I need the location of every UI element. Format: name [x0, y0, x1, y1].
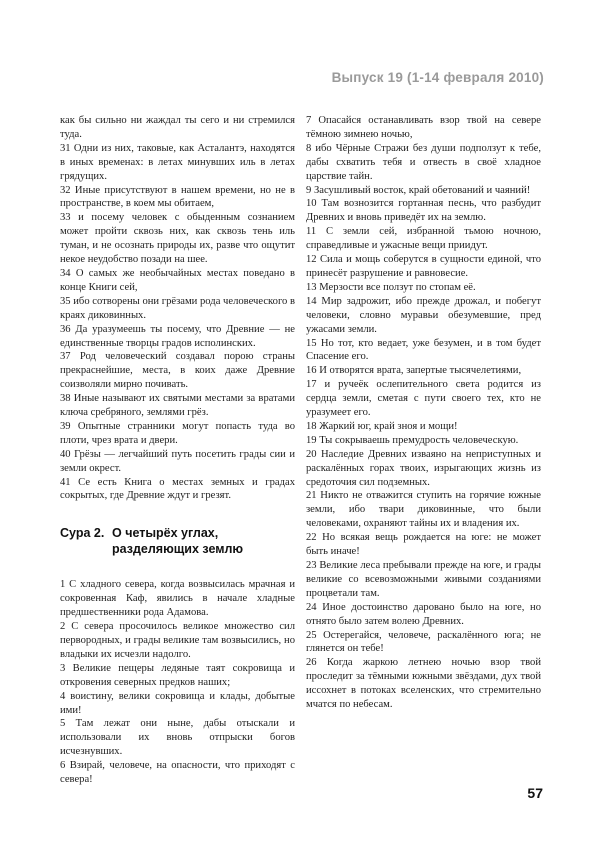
- verse: 37 Род человеческий создавал порою страны прекраснейшие, места, в коих даже Древние соизволяли мирно почивать.: [60, 351, 295, 391]
- verse: 9 Засушливый восток, край обетований и чаяний!: [306, 184, 531, 196]
- verse: 40 Грёзы — легчайший путь посетить грады сии и земли окрест.: [60, 448, 295, 474]
- verse: 4 воистину, велики сокровища и клады, добытые ими!: [60, 690, 295, 716]
- verse: 5 Там лежат они ныне, дабы отыскали и использовали их вновь отпрыски богов исчезнувших.: [60, 718, 295, 758]
- verse: 33 и посему человек с обыденным сознанием может пройти сквозь них, как сквозь тень иль туман, и не осознать природы их, разве что ощутит некое неудобство позади на шее.: [60, 212, 295, 266]
- verse: 34 О самых же необычайных местах поведано в конце Книги сей,: [60, 267, 295, 293]
- verse: 36 Да уразумеешь ты посему, что Древние — не единственные творцы градов исполинских.: [60, 323, 295, 349]
- sura-number: Сура 2.: [60, 526, 105, 541]
- verse: 13 Мерзости все ползут по стопам её.: [306, 281, 476, 293]
- verse: 14 Мир задрожит, ибо прежде дрожал, и побегут человеки, словно муравьи обезумевшие, пред ужасами земли.: [306, 295, 541, 335]
- verse: 26 Когда жаркою летнею ночью взор твой проследит за тёмными южными звёздами, дух твой иссохнет в потоках вселенских, что стремительно мчатся по небесам.: [306, 657, 541, 711]
- verse: 1 С хладного севера, когда возвысилась мрачная и сокровенная Каф, явились в начале хладные предшественники рода Адамова.: [60, 579, 295, 619]
- verse: 38 Иные называют их святыми местами за вратами ключа сребряного, землями грёз.: [60, 393, 295, 419]
- verse: 6 Взирай, человече, на опасности, что приходят с севера!: [60, 760, 295, 786]
- verse: 2 С севера просочилось великое множество сил первородных, и грады великие там возвысились, но владыки их исчезли надолго.: [60, 621, 295, 660]
- verse: 21 Никто не отважится ступить на горячие южные земли, ибо твари диковинные, что были человеками, охраняют тайны их и владения их.: [306, 490, 541, 530]
- verse: 16 И отворятся врата, запертые тысячелетиями,: [306, 365, 522, 377]
- verse: 20 Наследие Древних изваяно на неприступных и раскалённых горах твоих, изрыгающих жизнь из средоточия сил подземных.: [306, 448, 541, 488]
- verse: 32 Иные присутствуют в нашем времени, но не в пространстве, в коем мы обитаем,: [60, 184, 295, 210]
- verse: 18 Жаркий юг, край зноя и мощи!: [306, 420, 458, 432]
- sura-title: О четырёх углах, разделяющих землю: [112, 526, 244, 557]
- verse: 25 Остерегайся, человече, раскалённого юга; не глянется он тебе!: [306, 629, 541, 655]
- verse: 23 Великие леса пребывали прежде на юге, и грады великие со всевозможными живыми созданиями процветали там.: [306, 560, 541, 599]
- verse: 39 Опытные странники могут попасть туда во плоти, чрез врата и двери.: [60, 420, 295, 446]
- left-column: [60, 114, 295, 787]
- verse: 35 ибо сотворены они грёзами рода человеческого в краях диковинных.: [60, 295, 295, 321]
- verse: как бы сильно ни жаждал ты сего и ни стремился туда.: [60, 115, 295, 140]
- verse: 12 Сила и мощь соберутся в сущности единой, что принесёт разрушение и равновесие.: [306, 254, 541, 279]
- verse: 11 С земли сей, избранной тьмою ночною, справедливые и ужасные вещи приидут.: [306, 226, 541, 252]
- verse: 24 Иное достоинство даровано было на юге, но отнято было затем волею Древних.: [306, 601, 541, 627]
- verse: 10 Там вознозится гортанная песнь, что разбудит Древних и вновь приведёт их на землю.: [306, 198, 541, 224]
- verse: 3 Великие пещеры ледяные таят сокровища и откровения северных предков наших;: [60, 662, 295, 688]
- verse: 7 Опасайся останавливать взор твой на севере тёмною зимнею ночью,: [306, 115, 541, 140]
- right-column: [306, 114, 541, 712]
- verse: 17 и ручеёк ослепительного света родится из сердца земли, сметая с пути своего тех, кто не уразумеет его.: [306, 379, 541, 419]
- verse: 19 Ты сокрываешь премудрость человеческую.: [306, 434, 519, 446]
- verse: 22 Но всякая вещь рождается на юге: не может быть иначе!: [306, 532, 541, 558]
- issue-header: Выпуск 19 (1-14 февраля 2010): [331, 70, 544, 85]
- verse: 31 Одни из них, таковые, как Асталантэ, находятся в иных временах: в летах минувших иль в летах грядущих.: [60, 142, 295, 182]
- verse: 41 Се есть Книга о местах земных и градах сокрытых, где Древние ждут и грезят.: [60, 476, 295, 502]
- verse: 15 Но тот, кто ведает, уже безумен, и в том будет Спасение его.: [306, 337, 541, 363]
- sura-heading: [60, 525, 295, 557]
- page-number: 57: [527, 785, 543, 801]
- verse: 8 ибо Чёрные Стражи без души подползут к тебе, дабы схватить тебя и отвесть в своё хладное царствие тайн.: [306, 142, 541, 182]
